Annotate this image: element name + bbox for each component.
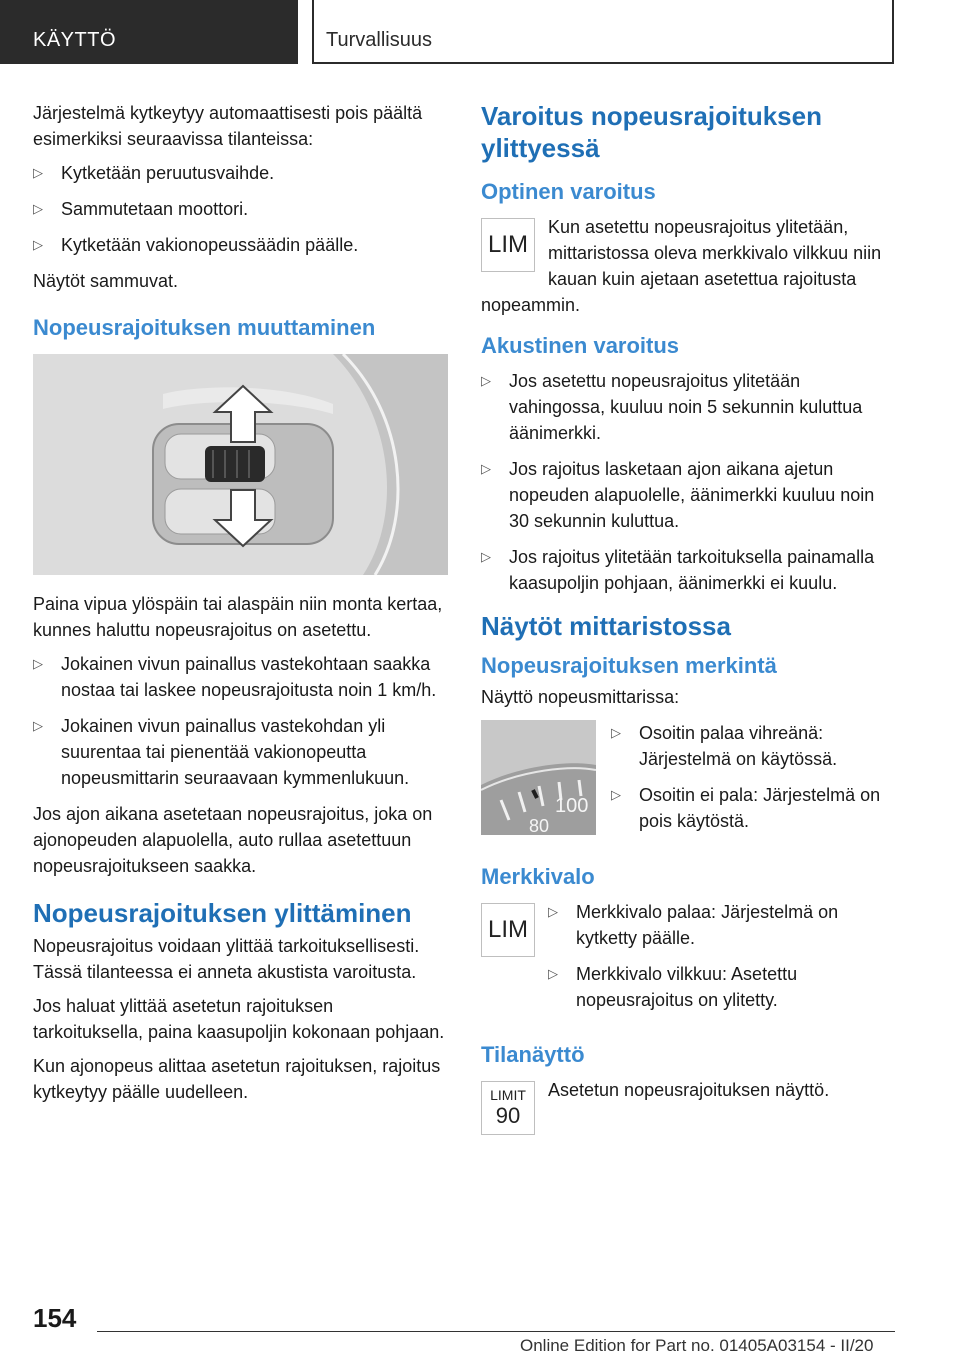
lim-indicator-icon: LIM — [481, 218, 535, 272]
lamp-list — [548, 899, 897, 1023]
displays-heading: Näytöt mittaristossa — [481, 611, 731, 641]
list-item: ▷ Jos rajoitus lasketaan ajon aikana ajetun nopeuden alapuolelle, äänimerkki kuuluu noin 30 sekunnin kuluttua. — [481, 456, 897, 534]
status-heading: Tilanäyttö — [481, 1042, 585, 1067]
list-item: ▷ Kytketään peruutusvaihde. — [33, 160, 448, 186]
lamp-heading: Merkkivalo — [481, 864, 595, 889]
exceed-paragraph-3: Kun ajonopeus alittaa asetetun rajoituksen, rajoitus kytkeytyy päälle uudelleen. — [33, 1056, 441, 1102]
right-column — [481, 100, 897, 1139]
optical-heading: Optinen varoitus — [481, 179, 656, 204]
steering-wheel-lever-illustration — [33, 354, 448, 575]
list-item: ▷ Merkkivalo palaa: Järjestelmä on kytketty päälle. — [548, 899, 897, 951]
change-list — [33, 651, 448, 791]
footer-divider — [97, 1331, 895, 1332]
mark-heading: Nopeusrajoituksen merkintä — [481, 653, 777, 678]
lamp-block — [481, 899, 897, 1023]
intro-after-text: Näytöt sammuvat. — [33, 271, 179, 291]
triangle-bullet-icon: ▷ — [481, 461, 491, 476]
chapter-title: KÄYTTÖ — [33, 29, 117, 51]
speed-limit-display-icon — [481, 1081, 535, 1135]
triangle-bullet-icon: ▷ — [611, 725, 621, 740]
list-item: ▷ Osoitin ei pala: Järjestelmä on pois käytöstä. — [611, 782, 897, 834]
acoustic-list — [481, 368, 897, 596]
exceed-heading: Nopeusrajoituksen ylittäminen — [33, 898, 412, 928]
exceed-paragraph-2: Jos haluat ylittää asetetun rajoituksen tarkoituksella, paina kaasupoljin kokonaan pohjaan. — [33, 996, 445, 1042]
list-item: ▷ Osoitin palaa vihreänä: Järjestelmä on käytössä. — [611, 720, 897, 772]
mark-text: Näyttö nopeusmittarissa: — [481, 687, 680, 707]
change-heading: Nopeusrajoituksen muuttaminen — [33, 315, 376, 340]
triangle-bullet-icon: ▷ — [33, 718, 43, 733]
triangle-bullet-icon: ▷ — [33, 237, 43, 252]
section-title: Turvallisuus — [326, 29, 432, 51]
triangle-bullet-icon: ▷ — [33, 656, 43, 671]
list-item: ▷ Jokainen vivun painallus vastekohtaan saakka nostaa tai laskee nopeusrajoitusta noin 1 km/h. — [33, 651, 448, 703]
limit-label: LIMIT — [490, 1087, 526, 1103]
list-item: ▷ Jos asetettu nopeusrajoitus ylitetään vahingossa, kuuluu noin 5 sekunnin kuluttua äänimerkki. — [481, 368, 897, 446]
left-column — [33, 100, 448, 1113]
gauge-block — [481, 720, 897, 845]
list-item: ▷ Sammutetaan moottori. — [33, 196, 448, 222]
exceed-paragraph-1: Nopeusrajoitus voidaan ylittää tarkoituksellisesti. Tässä tilanteessa ei anneta akustista varoitusta. — [33, 936, 420, 982]
gauge-label-100: 100 — [555, 795, 589, 817]
triangle-bullet-icon: ▷ — [481, 549, 491, 564]
change-text: Paina vipua ylöspäin tai alaspäin niin monta kertaa, kunnes haluttu nopeusrajoitus on asetettu. — [33, 594, 443, 640]
list-item: ▷ Merkkivalo vilkkuu: Asetettu nopeusrajoitus on ylitetty. — [548, 961, 897, 1013]
optical-text: Kun asetettu nopeusrajoitus ylitetään, mittaristossa oleva merkkivalo vilkkuu niin kauan kuin ajetaan asetettua rajoitusta nopeammin. — [481, 217, 882, 315]
acoustic-heading: Akustinen varoitus — [481, 333, 680, 358]
triangle-bullet-icon: ▷ — [33, 165, 43, 180]
gauge-label-80: 80 — [529, 816, 550, 835]
edition-text: Online Edition for Part no. 01405A03154 - II/20 — [520, 1336, 874, 1355]
chapter-tab — [0, 0, 298, 64]
lim-indicator-icon: LIM — [481, 903, 535, 957]
triangle-bullet-icon: ▷ — [481, 373, 491, 388]
change-after-text: Jos ajon aikana asetetaan nopeusrajoitus, joka on ajonopeuden alapuolella, auto rullaa asetettuun nopeusrajoitukseen saakka. — [33, 804, 433, 876]
triangle-bullet-icon: ▷ — [548, 966, 558, 981]
triangle-bullet-icon: ▷ — [611, 787, 621, 802]
status-block — [481, 1077, 897, 1139]
section-tab — [312, 0, 894, 64]
list-item: ▷ Kytketään vakionopeussäädin päälle. — [33, 232, 448, 258]
status-text: Asetetun nopeusrajoituksen näyttö. — [548, 1080, 830, 1100]
intro-list — [33, 160, 448, 258]
list-item: ▷ Jos rajoitus ylitetään tarkoituksella painamalla kaasupoljin pohjaan, äänimerkki ei kuulu. — [481, 544, 897, 596]
triangle-bullet-icon: ▷ — [548, 904, 558, 919]
gauge-list — [611, 720, 897, 844]
triangle-bullet-icon: ▷ — [33, 201, 43, 216]
intro-text: Järjestelmä kytkeytyy automaattisesti pois päältä esimerkiksi seuraavissa tilanteissa: — [33, 103, 423, 149]
warning-heading: Varoitus nopeusrajoituksen ylittyessä — [481, 101, 822, 163]
speedometer-illustration — [481, 720, 596, 835]
optical-block — [481, 214, 897, 318]
limit-value: 90 — [495, 1103, 521, 1128]
page-number: 154 — [33, 1303, 77, 1333]
list-item: ▷ Jokainen vivun painallus vastekohdan yli suurentaa tai pienentää vakionopeutta nopeusmittarin seuraavaan kymmenlukuun. — [33, 713, 448, 791]
